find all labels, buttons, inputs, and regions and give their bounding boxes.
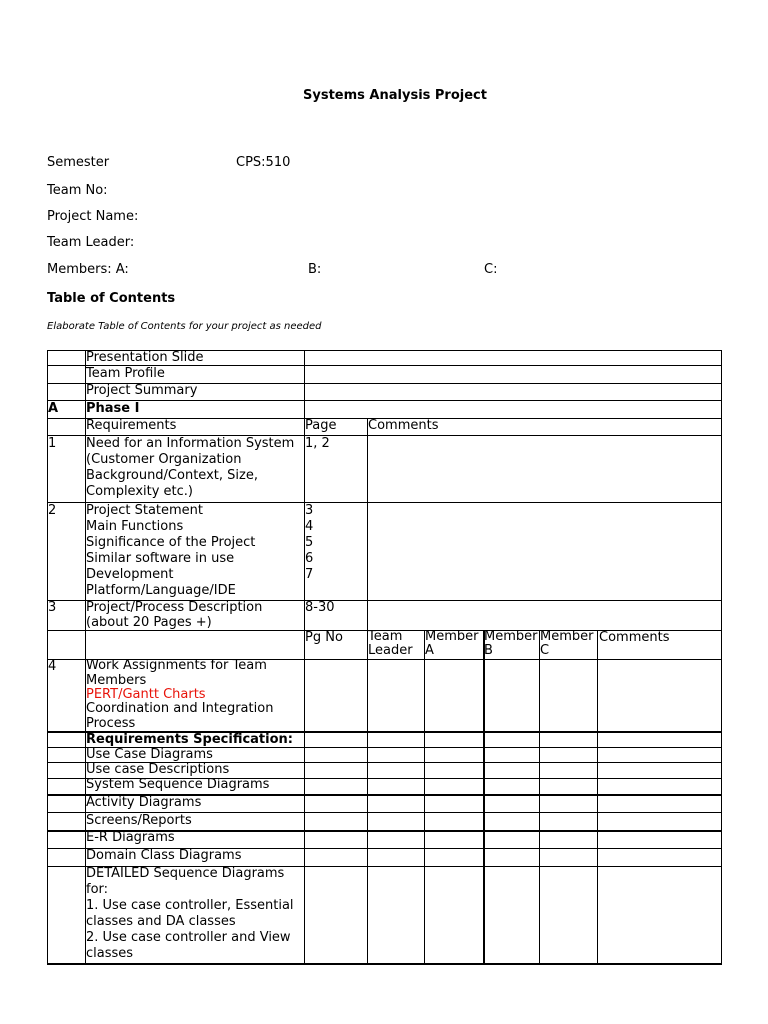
row-presentation-slide: Presentation Slide xyxy=(86,350,204,365)
row-domain-class: Domain Class Diagrams xyxy=(86,848,242,863)
row-number-3: 3 xyxy=(48,600,57,615)
row-requirements-spec: Requirements Specification: xyxy=(86,732,293,747)
row-3-page: 8-30 xyxy=(305,600,335,615)
header-requirements: Requirements xyxy=(86,418,177,433)
row-information-system: Need for an Information System (Customer Organization Background/Context, Size, Complexity etc.) xyxy=(86,436,295,499)
member-b-label: B: xyxy=(308,262,322,277)
header-member-a: Member A xyxy=(425,629,479,658)
row-use-case-descriptions: Use case Descriptions xyxy=(86,762,230,777)
header-team-leader: Team Leader xyxy=(368,629,413,658)
members-label: Members: A: xyxy=(47,262,129,277)
row-detailed-sequence: DETAILED Sequence Diagrams for: 1. Use case controller, Essential classes and DA classes 2. Use case controller and View classes xyxy=(86,866,294,961)
row-project-summary: Project Summary xyxy=(86,383,198,398)
row-use-case-diagrams: Use Case Diagrams xyxy=(86,747,213,762)
team-no-label: Team No: xyxy=(47,183,108,198)
row-er-diagrams: E-R Diagrams xyxy=(86,830,175,845)
document-title: Systems Analysis Project xyxy=(303,88,487,103)
row-number-4: 4 xyxy=(48,659,57,674)
row-number-2: 2 xyxy=(48,503,57,518)
header-comments-2: Comments xyxy=(599,630,670,645)
row-team-profile: Team Profile xyxy=(86,366,165,381)
course-code: CPS:510 xyxy=(236,155,291,170)
header-pg-no: Pg No xyxy=(305,630,343,645)
row-2-pages: 3 4 5 6 7 xyxy=(305,503,314,582)
row-1-page: 1, 2 xyxy=(305,436,330,451)
row-project-statement: Project Statement Main Functions Significance of the Project Similar software in use Development Platform/Language/IDE xyxy=(86,503,256,598)
row-work-assignments: Work Assignments for Team Members xyxy=(86,658,267,688)
semester-label: Semester xyxy=(47,155,110,170)
row-screens-reports: Screens/Reports xyxy=(86,813,192,828)
header-member-b: Member B xyxy=(484,629,538,658)
header-page: Page xyxy=(305,418,337,433)
header-member-c: Member C xyxy=(540,629,594,658)
toc-note: Elaborate Table of Contents for your project as needed xyxy=(47,321,322,332)
project-name-label: Project Name: xyxy=(47,209,139,224)
toc-heading: Table of Contents xyxy=(47,291,176,306)
row-activity-diagrams: Activity Diagrams xyxy=(86,795,202,810)
row-system-sequence: System Sequence Diagrams xyxy=(86,777,270,792)
phase-letter: A xyxy=(48,401,59,416)
row-process-description: Project/Process Description (about 20 Pages +) xyxy=(86,600,263,630)
row-number-1: 1 xyxy=(48,436,57,451)
phase-title: Phase I xyxy=(86,401,140,416)
team-leader-label: Team Leader: xyxy=(47,235,135,250)
row-pert-gantt: PERT/Gantt Charts xyxy=(86,687,206,702)
member-c-label: C: xyxy=(484,262,498,277)
row-coordination: Coordination and Integration Process xyxy=(86,701,274,731)
header-comments: Comments xyxy=(368,418,439,433)
